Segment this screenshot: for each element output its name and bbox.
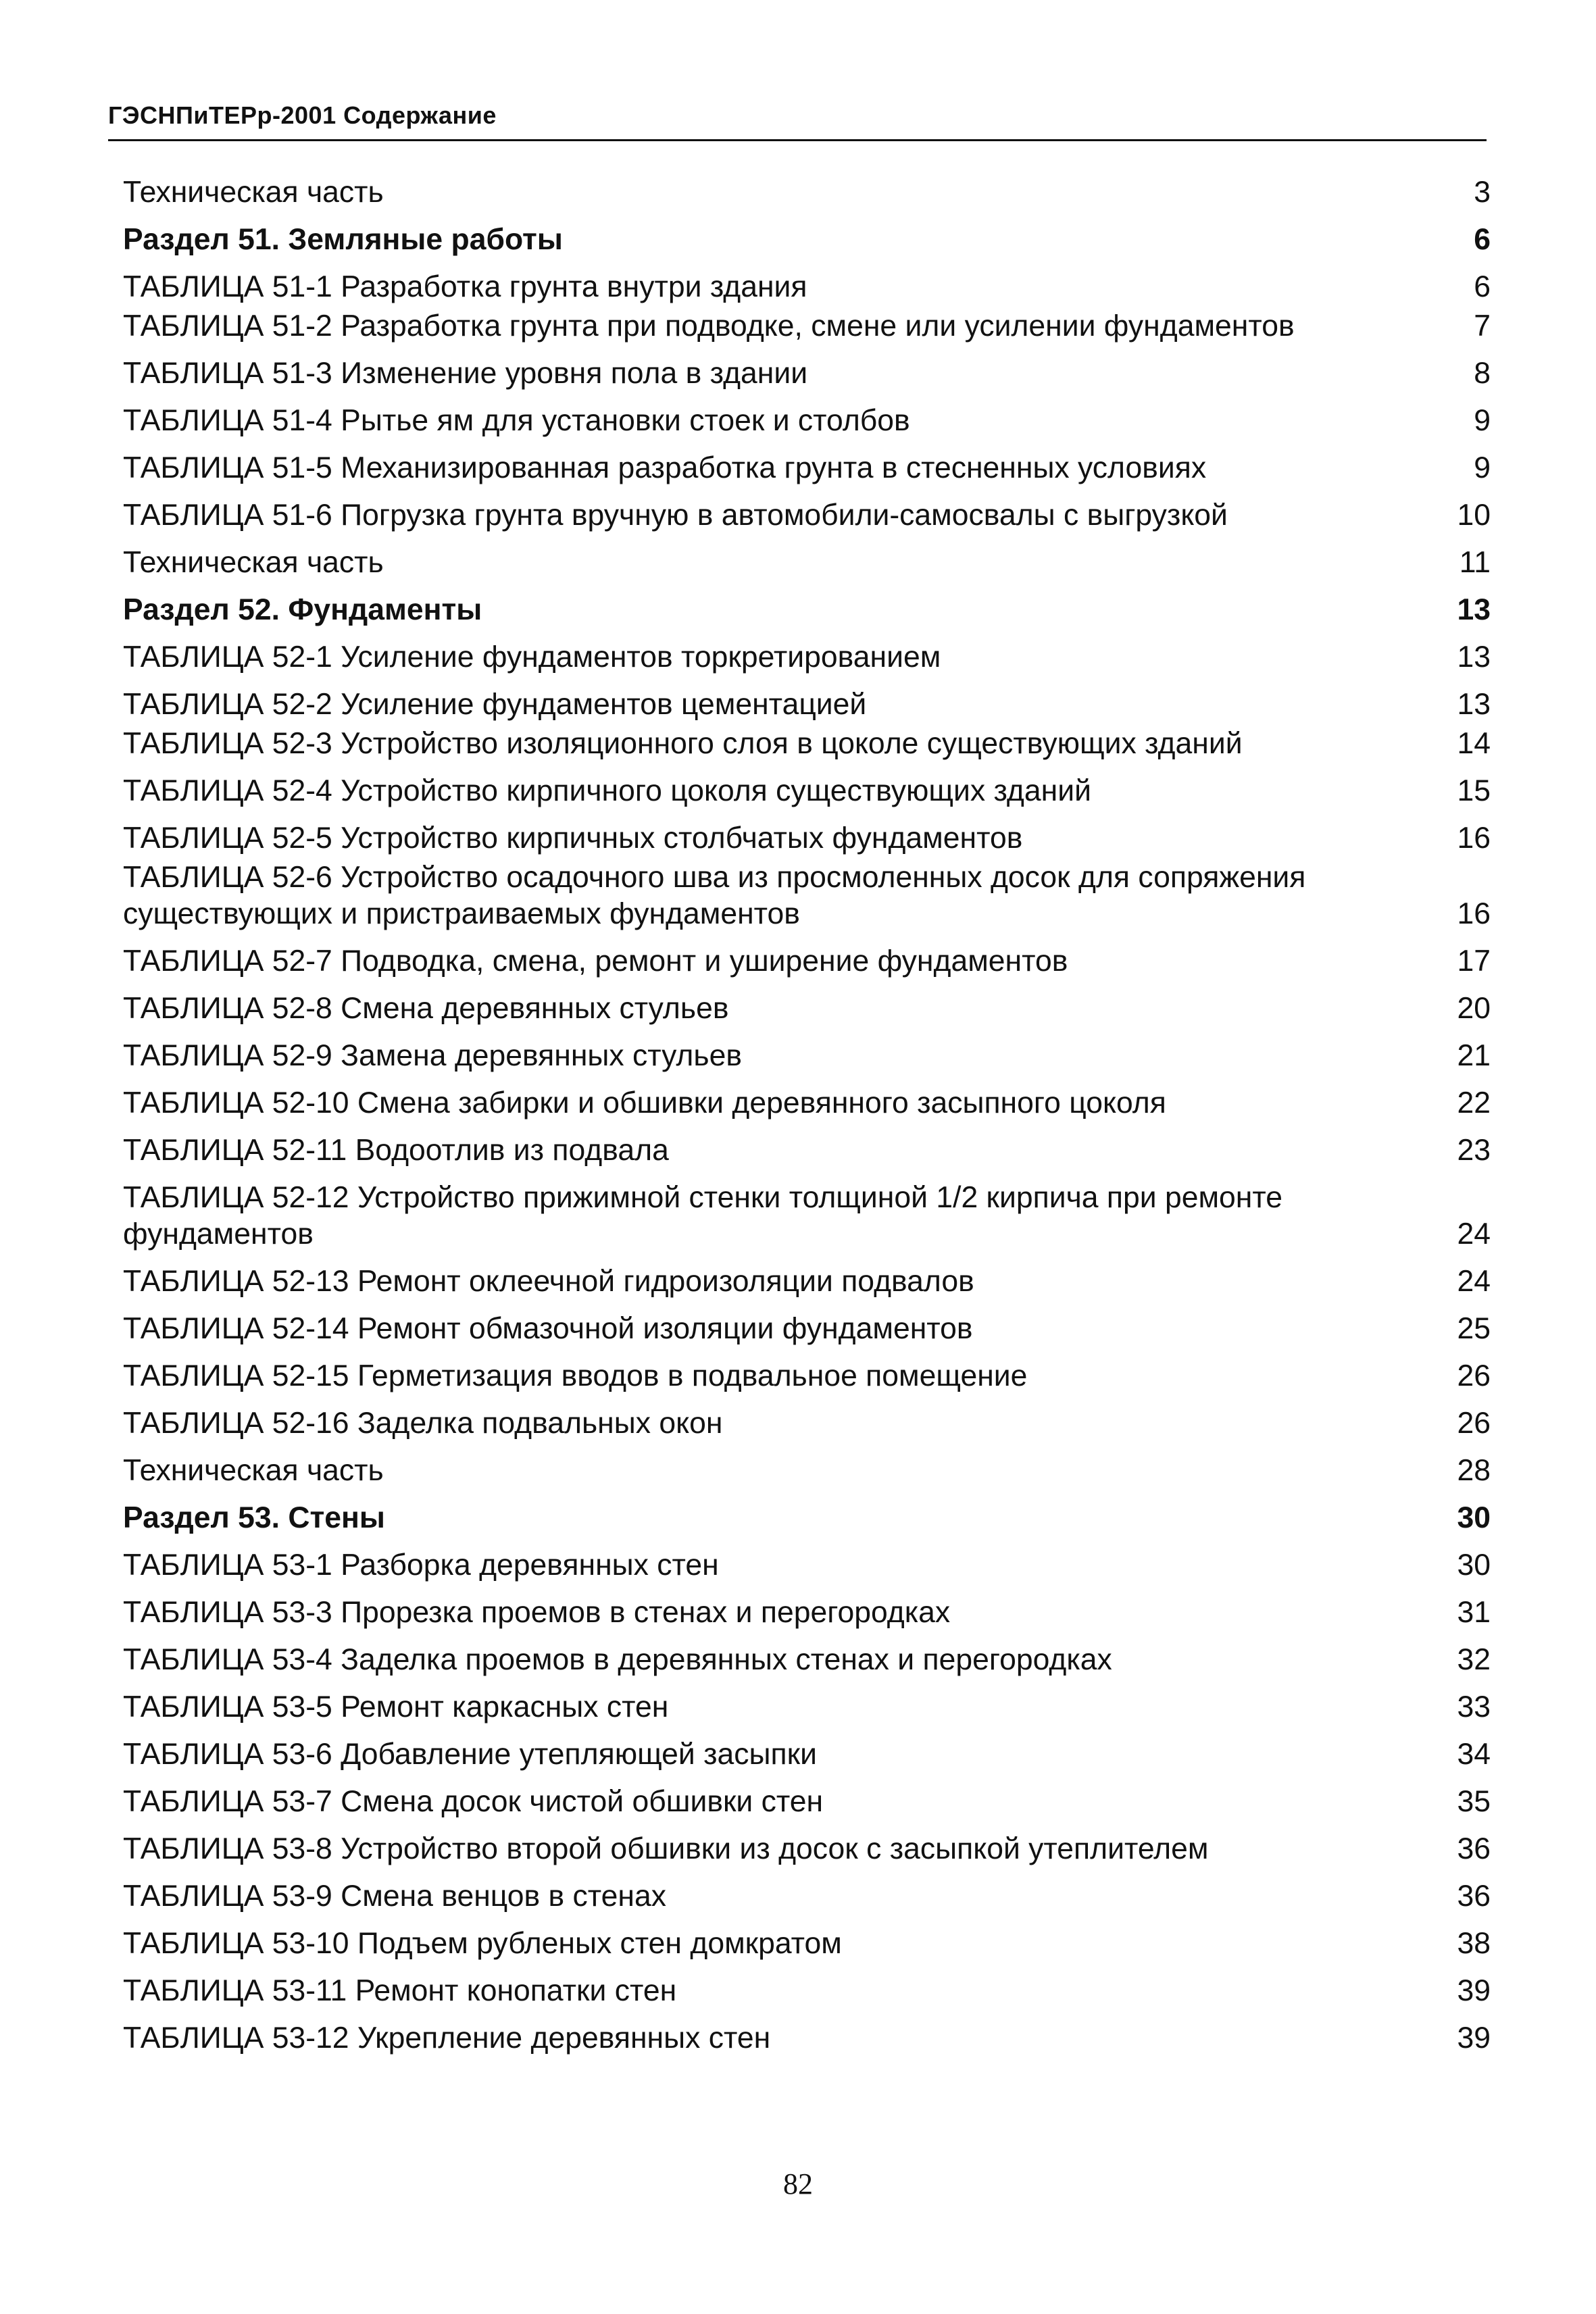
toc-entry-title: ТАБЛИЦА 53-10 Подъем рубленых стен домкратом — [123, 1927, 842, 1960]
toc-entry-title: ТАБЛИЦА 53-11 Ремонт конопатки стен — [123, 1974, 677, 2007]
page-number: 82 — [783, 2167, 813, 2200]
toc-entry-page: 35 — [1457, 1785, 1491, 1818]
toc-entry-page: 8 — [1474, 357, 1491, 390]
toc-entry-title: ТАБЛИЦА 52-8 Смена деревянных стульев — [123, 992, 729, 1025]
toc-entry-page: 30 — [1457, 1501, 1491, 1534]
toc-entry-title: ТАБЛИЦА 52-14 Ремонт обмазочной изоляции фундаментов — [123, 1312, 973, 1345]
toc-entry-page: 6 — [1474, 270, 1491, 303]
toc-entry-page: 3 — [1474, 176, 1491, 209]
toc-table-entry — [123, 990, 1491, 1027]
toc-table-entry — [123, 943, 1491, 980]
toc-entry-title: Раздел 52. Фундаменты — [123, 593, 482, 626]
toc-entry-page: 23 — [1457, 1134, 1491, 1167]
toc-entry-title: Техническая часть — [123, 1454, 384, 1487]
toc-entry-page: 34 — [1457, 1738, 1491, 1771]
toc-entry-title: ТАБЛИЦА 52-10 Смена забирки и обшивки деревянного засыпного цоколя — [123, 1086, 1166, 1120]
toc-entry-title: ТАБЛИЦА 53-9 Смена венцов в стенах — [123, 1880, 666, 1913]
toc-entry-title: ТАБЛИЦА 51-3 Изменение уровня пола в здании — [123, 357, 808, 390]
toc-entry-page: 24 — [1457, 1217, 1491, 1251]
toc-entry-page: 25 — [1457, 1312, 1491, 1345]
toc-table-entry — [123, 1784, 1491, 1820]
toc-table-entry — [123, 403, 1491, 439]
toc-table-entry — [123, 1038, 1491, 1074]
toc-table-entry — [123, 355, 1491, 392]
toc-part-entry — [123, 1453, 1491, 1489]
toc-entry-title: ТАБЛИЦА 52-2 Усиление фундаментов цементацией — [123, 688, 867, 721]
toc-entry-page: 28 — [1457, 1454, 1491, 1487]
toc-entry-title: Раздел 51. Земляные работы — [123, 223, 563, 256]
toc-table-entry — [123, 450, 1491, 486]
toc-entry-title: ТАБЛИЦА 53-7 Смена досок чистой обшивки стен — [123, 1785, 824, 1818]
toc-entry-title: ТАБЛИЦА 52-9 Замена деревянных стульев — [123, 1039, 742, 1072]
page-header-title: ГЭСНПиТЕРр-2001 Содержание — [108, 101, 497, 129]
toc-entry-page: 30 — [1457, 1549, 1491, 1582]
toc-table-entry — [123, 1642, 1491, 1678]
toc-entry-page: 13 — [1457, 640, 1491, 674]
toc-table-entry — [123, 497, 1491, 534]
toc-entry-page: 6 — [1474, 223, 1491, 256]
toc-entry-page: 9 — [1474, 404, 1491, 437]
toc-table-entry — [123, 820, 1491, 857]
toc-entry-page: 36 — [1457, 1832, 1491, 1865]
toc-table-entry — [123, 1831, 1491, 1867]
toc-entry-title: ТАБЛИЦА 53-8 Устройство второй обшивки из досок с засыпкой утеплителем — [123, 1832, 1209, 1865]
toc-table-entry — [123, 1085, 1491, 1122]
toc-entry-page: 22 — [1457, 1086, 1491, 1120]
toc-entry-title: Техническая часть — [123, 176, 384, 209]
toc-entry-title: ТАБЛИЦА 53-4 Заделка проемов в деревянных стенах и перегородках — [123, 1643, 1112, 1676]
toc-table-entry — [123, 1405, 1491, 1442]
page-header — [108, 100, 1487, 141]
toc-entry-title: ТАБЛИЦА 53-5 Ремонт каркасных стен — [123, 1690, 669, 1724]
toc-entry-title: Техническая часть — [123, 546, 384, 579]
toc-entry-page: 15 — [1457, 774, 1491, 807]
toc-table-entry — [123, 1263, 1491, 1300]
toc-table-entry — [123, 1594, 1491, 1631]
toc-entry-title: ТАБЛИЦА 53-12 Укрепление деревянных стен — [123, 2021, 771, 2055]
toc-entry-title: ТАБЛИЦА 52-12 Устройство прижимной стенки толщиной 1/2 кирпича при ремонте фундаментов — [123, 1181, 1282, 1251]
toc-table-entry — [123, 1689, 1491, 1726]
toc-entry-title: ТАБЛИЦА 53-6 Добавление утепляющей засыпки — [123, 1738, 817, 1771]
toc-entry-title: ТАБЛИЦА 52-7 Подводка, смена, ремонт и уширение фундаментов — [123, 945, 1068, 978]
toc-table-entry — [123, 1358, 1491, 1394]
toc-entry-page: 24 — [1457, 1265, 1491, 1298]
toc-entry-title: ТАБЛИЦА 52-11 Водоотлив из подвала — [123, 1134, 669, 1167]
toc-section-entry — [123, 1500, 1491, 1536]
toc-entry-page: 13 — [1457, 688, 1491, 721]
toc-entry-page: 39 — [1457, 1974, 1491, 2007]
toc-entry-page: 32 — [1457, 1643, 1491, 1676]
toc-section-entry — [123, 592, 1491, 628]
toc-part-entry — [123, 174, 1491, 211]
toc-entry-page: 16 — [1457, 822, 1491, 855]
toc-table-entry — [123, 1180, 1491, 1253]
toc-entry-page: 39 — [1457, 2021, 1491, 2055]
toc-entry-title: ТАБЛИЦА 53-3 Прорезка проемов в стенах и перегородках — [123, 1596, 951, 1629]
toc-table-entry — [123, 1311, 1491, 1347]
toc-entry-title: ТАБЛИЦА 52-15 Герметизация вводов в подвальное помещение — [123, 1359, 1028, 1392]
toc-part-entry — [123, 545, 1491, 581]
toc-entry-page: 36 — [1457, 1880, 1491, 1913]
toc-table-entry — [123, 726, 1491, 762]
toc-entry-title: Раздел 53. Стены — [123, 1501, 385, 1534]
toc-table-entry — [123, 1973, 1491, 2009]
toc-entry-title: ТАБЛИЦА 52-4 Устройство кирпичного цоколя существующих зданий — [123, 774, 1091, 807]
toc-section-entry — [123, 222, 1491, 258]
toc-table-entry — [123, 1547, 1491, 1584]
toc-entry-page: 26 — [1457, 1359, 1491, 1392]
toc-entry-title: ТАБЛИЦА 52-13 Ремонт оклеечной гидроизоляции подвалов — [123, 1265, 974, 1298]
table-of-contents — [123, 174, 1491, 2067]
toc-entry-title: ТАБЛИЦА 51-5 Механизированная разработка грунта в стесненных условиях — [123, 451, 1207, 484]
toc-entry-page: 20 — [1457, 992, 1491, 1025]
toc-entry-title: ТАБЛИЦА 52-5 Устройство кирпичных столбчатых фундаментов — [123, 822, 1023, 855]
toc-entry-page: 13 — [1457, 593, 1491, 626]
toc-table-entry — [123, 269, 1491, 305]
toc-entry-page: 9 — [1474, 451, 1491, 484]
toc-table-entry — [123, 2020, 1491, 2057]
toc-entry-page: 38 — [1457, 1927, 1491, 1960]
toc-table-entry — [123, 1926, 1491, 1962]
toc-entry-title: ТАБЛИЦА 52-16 Заделка подвальных окон — [123, 1407, 723, 1440]
toc-entry-page: 33 — [1457, 1690, 1491, 1724]
toc-table-entry — [123, 308, 1491, 345]
toc-entry-page: 11 — [1459, 546, 1491, 579]
toc-entry-page: 14 — [1457, 727, 1491, 760]
toc-entry-page: 17 — [1457, 945, 1491, 978]
toc-entry-title: ТАБЛИЦА 51-6 Погрузка грунта вручную в автомобили-самосвалы с выгрузкой — [123, 499, 1228, 532]
toc-entry-page: 10 — [1457, 499, 1491, 532]
toc-entry-title: ТАБЛИЦА 52-1 Усиление фундаментов торкретированием — [123, 640, 941, 674]
toc-entry-page: 16 — [1457, 897, 1491, 930]
toc-table-entry — [123, 686, 1491, 723]
toc-entry-page: 21 — [1457, 1039, 1491, 1072]
toc-entry-title: ТАБЛИЦА 51-1 Разработка грунта внутри здания — [123, 270, 807, 303]
toc-entry-title: ТАБЛИЦА 53-1 Разборка деревянных стен — [123, 1549, 719, 1582]
toc-table-entry — [123, 1736, 1491, 1773]
toc-entry-title: ТАБЛИЦА 52-6 Устройство осадочного шва из просмоленных досок для сопряжения существующих и пристраиваемых фундаментов — [123, 861, 1306, 930]
toc-entry-title: ТАБЛИЦА 51-2 Разработка грунта при подводке, смене или усилении фундаментов — [123, 309, 1295, 343]
toc-table-entry — [123, 1132, 1491, 1169]
toc-table-entry — [123, 639, 1491, 676]
toc-entry-page: 7 — [1474, 309, 1491, 343]
toc-entry-page: 31 — [1457, 1596, 1491, 1629]
toc-table-entry — [123, 1878, 1491, 1915]
toc-table-entry — [123, 859, 1491, 932]
toc-entry-page: 26 — [1457, 1407, 1491, 1440]
toc-table-entry — [123, 773, 1491, 809]
toc-entry-title: ТАБЛИЦА 52-3 Устройство изоляционного слоя в цоколе существующих зданий — [123, 727, 1243, 760]
toc-entry-title: ТАБЛИЦА 51-4 Рытье ям для установки стоек и столбов — [123, 404, 910, 437]
